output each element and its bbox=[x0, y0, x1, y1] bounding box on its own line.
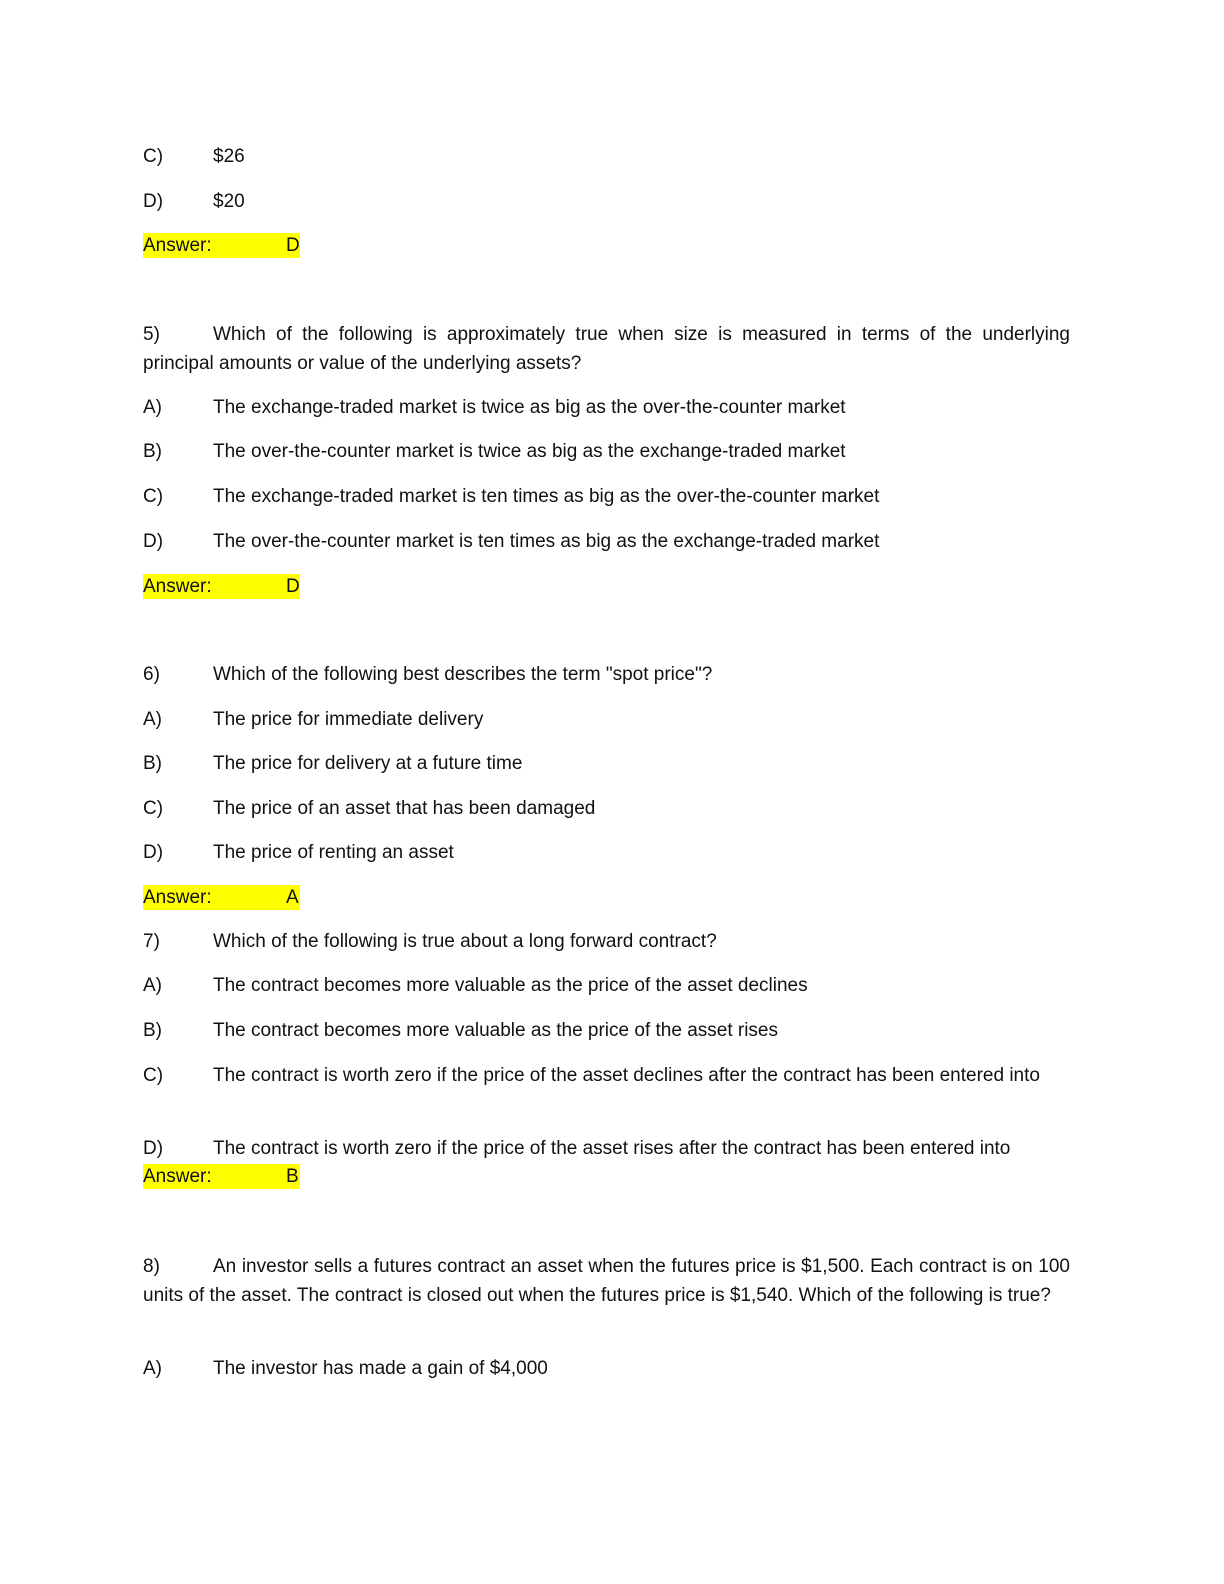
answer-label: Answer: bbox=[143, 1166, 212, 1187]
option-text: The investor has made a gain of $4,000 bbox=[213, 1358, 548, 1379]
option-text: The over-the-counter market is twice as big as the exchange-traded market bbox=[213, 441, 846, 462]
option-row bbox=[143, 749, 1073, 778]
question-number: 7) bbox=[143, 931, 160, 952]
option-label: A) bbox=[143, 975, 162, 996]
option-label: B) bbox=[143, 1020, 162, 1041]
question-body: Which of the following best describes the term "spot price"? bbox=[213, 664, 713, 685]
option-text: The exchange-traded market is twice as big as the over-the-counter market bbox=[213, 397, 846, 418]
option-row bbox=[143, 1061, 1070, 1090]
answer-label: Answer: bbox=[143, 235, 212, 256]
answer-value: B bbox=[286, 1166, 299, 1187]
option-text: The contract becomes more valuable as the price of the asset rises bbox=[213, 1020, 778, 1041]
option-row bbox=[143, 1354, 1073, 1383]
option-label: A) bbox=[143, 1358, 162, 1379]
question-text bbox=[143, 1252, 1070, 1310]
option-label: D) bbox=[143, 842, 164, 863]
option-text: The contract becomes more valuable as the price of the asset declines bbox=[213, 975, 808, 996]
option-row bbox=[143, 527, 1073, 556]
question-number: 5) bbox=[143, 324, 160, 345]
option-text: $26 bbox=[213, 146, 245, 167]
answer-highlight bbox=[143, 574, 300, 599]
option-text: The price for immediate delivery bbox=[213, 709, 484, 730]
option-label: D) bbox=[143, 531, 164, 552]
answer-label: Answer: bbox=[143, 887, 212, 908]
option-row bbox=[143, 1016, 1073, 1045]
option-label: C) bbox=[143, 146, 164, 167]
option-row bbox=[143, 187, 1073, 216]
question-number: 8) bbox=[143, 1256, 160, 1277]
answer-label: Answer: bbox=[143, 576, 212, 597]
option-text: The contract is worth zero if the price of the asset rises after the contract has been entered into bbox=[213, 1138, 1011, 1159]
option-label: C) bbox=[143, 798, 164, 819]
question-text bbox=[143, 320, 1070, 378]
option-label: D) bbox=[143, 1138, 164, 1159]
option-row bbox=[143, 393, 1073, 422]
option-label: A) bbox=[143, 709, 162, 730]
option-row bbox=[143, 1134, 1073, 1163]
answer-value: A bbox=[286, 887, 299, 908]
option-label: C) bbox=[143, 1065, 164, 1086]
question-number: 6) bbox=[143, 664, 160, 685]
option-row bbox=[143, 705, 1073, 734]
option-label: D) bbox=[143, 191, 164, 212]
question-text bbox=[143, 927, 1073, 956]
question-body: An investor sells a futures contract an asset when the futures price is $1,500. Each contract is on 100 units of the asset. The contract is closed out when the futures price is $1,540. Which of the following is true? bbox=[143, 1256, 1070, 1306]
option-text: The exchange-traded market is ten times as big as the over-the-counter market bbox=[213, 486, 880, 507]
option-text: The over-the-counter market is ten times as big as the exchange-traded market bbox=[213, 531, 880, 552]
option-text: The contract is worth zero if the price of the asset declines after the contract has been entered into bbox=[213, 1065, 1040, 1086]
option-label: B) bbox=[143, 441, 162, 462]
option-label: A) bbox=[143, 397, 162, 418]
option-row bbox=[143, 142, 1073, 171]
option-row bbox=[143, 482, 1073, 511]
answer-highlight bbox=[143, 1164, 300, 1189]
answer-value: D bbox=[286, 235, 300, 256]
option-text: The price of renting an asset bbox=[213, 842, 454, 863]
answer-highlight bbox=[143, 233, 300, 258]
option-row bbox=[143, 838, 1073, 867]
option-row bbox=[143, 437, 1073, 466]
question-text bbox=[143, 660, 1073, 689]
answer-value: D bbox=[286, 576, 300, 597]
option-label: B) bbox=[143, 753, 162, 774]
answer-highlight bbox=[143, 885, 300, 910]
option-label: C) bbox=[143, 486, 164, 507]
question-body: Which of the following is approximately true when size is measured in terms of the underlying principal amounts or value of the underlying assets? bbox=[143, 324, 1070, 374]
option-text: The price of an asset that has been damaged bbox=[213, 798, 596, 819]
option-text: $20 bbox=[213, 191, 245, 212]
option-row bbox=[143, 794, 1073, 823]
option-row bbox=[143, 971, 1073, 1000]
question-body: Which of the following is true about a long forward contract? bbox=[213, 931, 717, 952]
option-text: The price for delivery at a future time bbox=[213, 753, 523, 774]
